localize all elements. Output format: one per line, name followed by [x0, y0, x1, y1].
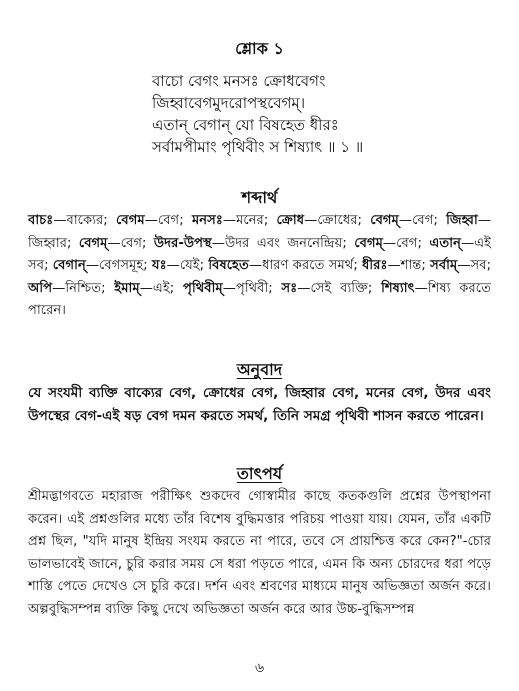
synonyms-paragraph: বাচঃ—বাক্যের; বেগম—বেগ; মনসঃ—মনের; ক্রোধ—ক্রোধের; বেগম্‌—বেগ; জিহ্বা—জিহ্বার; বেগম্‌—বেগ; উদর-উপস্থ—উদর এবং জননেন্দ্রিয়; বেগম্‌—বেগ; এতান্‌—এই সব; বেগান্‌—বেগসমূহ; যঃ—যেই; বিষহেত—ধারণ করতে সমর্থ; ধীরঃ—শান্ত; সর্বাম্‌—সব; অপি—নিশ্চিত; ইমাম্‌—এই; পৃথিবীম্‌—পৃথিবী; সঃ—সেই ব্যক্তি; শিষ্যাৎ—শিষ্য করতে পারেন। — [28, 213, 492, 318]
synonym-word: বেগম্‌ — [354, 235, 383, 251]
synonym-meaning: বেগ — [412, 213, 434, 228]
synonym-word: বেগান্‌ — [52, 258, 86, 273]
synonym-word: পৃথিবীম্‌ — [183, 280, 223, 296]
synonym-word: জিহ্বা — [446, 213, 478, 228]
synonym-meaning: বেগসমূহ — [99, 258, 144, 273]
synonym-meaning: সব — [470, 258, 487, 273]
purport-heading-text: তাৎপর্য — [236, 464, 283, 483]
synonym-meaning: ধারণ করতে সমর্থ — [262, 258, 354, 273]
synonym-word: বিষহেত — [208, 258, 249, 273]
verse-line: জিহ্বাবেগমুদরোপস্থবেগম্‌। — [152, 94, 306, 112]
synonym-meaning: পৃথিবী — [235, 280, 269, 296]
page-number: ৬ — [254, 660, 265, 676]
synonym-meaning: নিশ্চিত — [65, 280, 102, 296]
synonym-word: ধীরঃ — [362, 258, 388, 273]
synonym-meaning: শান্ত — [400, 258, 422, 273]
translation-heading-text: অনুবাদ — [236, 360, 283, 379]
synonym-word: বেগম — [116, 213, 145, 228]
synonym-word: উদর-উপস্থ — [153, 235, 212, 251]
synonym-meaning: বাক্যের — [66, 213, 104, 228]
synonym-meaning: সেই ব্যক্তি — [310, 280, 368, 296]
verse-block — [152, 70, 363, 158]
synonym-meaning: জিহ্বার — [28, 235, 67, 251]
translation-heading — [0, 357, 519, 384]
purport-heading — [0, 461, 519, 488]
synonym-word: সর্বাম্‌ — [430, 258, 458, 273]
synonym-word: ইমাম্‌ — [114, 280, 140, 296]
synonym-meaning: বেগ — [157, 213, 180, 228]
synonym-meaning: এই সব — [28, 235, 492, 273]
synonym-word: বেগম্‌ — [370, 213, 399, 228]
synonym-word: সঃ — [281, 280, 298, 296]
synonym-meaning: এই — [152, 280, 170, 296]
verse-title: শ্লোক ১ — [235, 39, 284, 58]
synonym-word: যঃ — [152, 258, 167, 273]
synonym-word: অপি — [28, 280, 53, 296]
synonym-meaning: বেগ — [120, 235, 143, 251]
synonym-word: শিষ্যাৎ — [381, 280, 415, 296]
verse-line: এতান্‌ বেগান্‌ যো বিষহেত ধীরঃ — [152, 116, 339, 134]
synonym-word: ক্রোধ — [276, 213, 305, 228]
synonym-word: মনসঃ — [191, 213, 223, 228]
verse-line: সর্বামপীমাং পৃথিবীং স শিষ্যাৎ ॥ ১ ॥ — [152, 138, 364, 156]
synonym-meaning: মনের — [236, 213, 264, 228]
synonym-meaning: যেই — [179, 258, 200, 273]
purport-paragraph: শ্রীমদ্ভাগবতে মহারাজ পরীক্ষিৎ শুকদেব গোস্বামীর কাছে কতকগুলি প্রশ্নের উপস্থাপনা করেন। এই প্রশ্নগুলির মধ্যে তাঁর বিশেষ বুদ্ধিমত্তার পরিচয় পাওয়া যায়। যেমন, তাঁর একটি প্রশ্ন ছিল, "যদি মানুষ ইন্দ্রিয় সংযম করতে না পারে, তবে সে প্রায়শ্চিত্ত করে কেন?"-চোর ভালভাবেই জানে, চুরি করার সময় সে ধরা পড়তে পারে, এমন কি অন্য চোরদের ধরা পড়ে শাস্তি পেতে দেখেও সে চুরি করে। দর্শন এবং শ্রবণের মাধ্যমে মানুষ অভিজ্ঞতা অর্জন করে। অল্পবুদ্ধিসম্পন্ন ব্যক্তি কিছু দেখে অভিজ্ঞতা অর্জন করে আর উচ্চ-বুদ্ধিসম্পন্ন — [28, 489, 491, 617]
synonym-meaning: বেগ — [396, 235, 418, 251]
synonym-word: বেগম্‌ — [78, 235, 108, 251]
synonyms-heading: শব্দার্থ — [241, 188, 278, 207]
synonym-meaning: উদর এবং জননেন্দ্রিয় — [224, 235, 343, 251]
translation-paragraph: যে সংযমী ব্যক্তি বাক্যের বেগ, ক্রোধের বেগ, জিহ্বার বেগ, মনের বেগ, উদর এবং উপস্থের বেগ-এই ষড় বেগ দমন করতে সমর্থ, তিনি সমগ্র পৃথিবী শাসন করতে পারেন। — [28, 385, 491, 424]
synonym-meaning: শিষ্য করতে পারেন — [28, 280, 491, 318]
synonym-meaning: ক্রোধের — [317, 213, 358, 228]
synonym-word: এতান্‌ — [429, 235, 461, 251]
synonym-word: বাচঃ — [28, 213, 54, 228]
verse-line: বাচো বেগং মনসঃ ক্রোধবেগং — [152, 72, 326, 90]
